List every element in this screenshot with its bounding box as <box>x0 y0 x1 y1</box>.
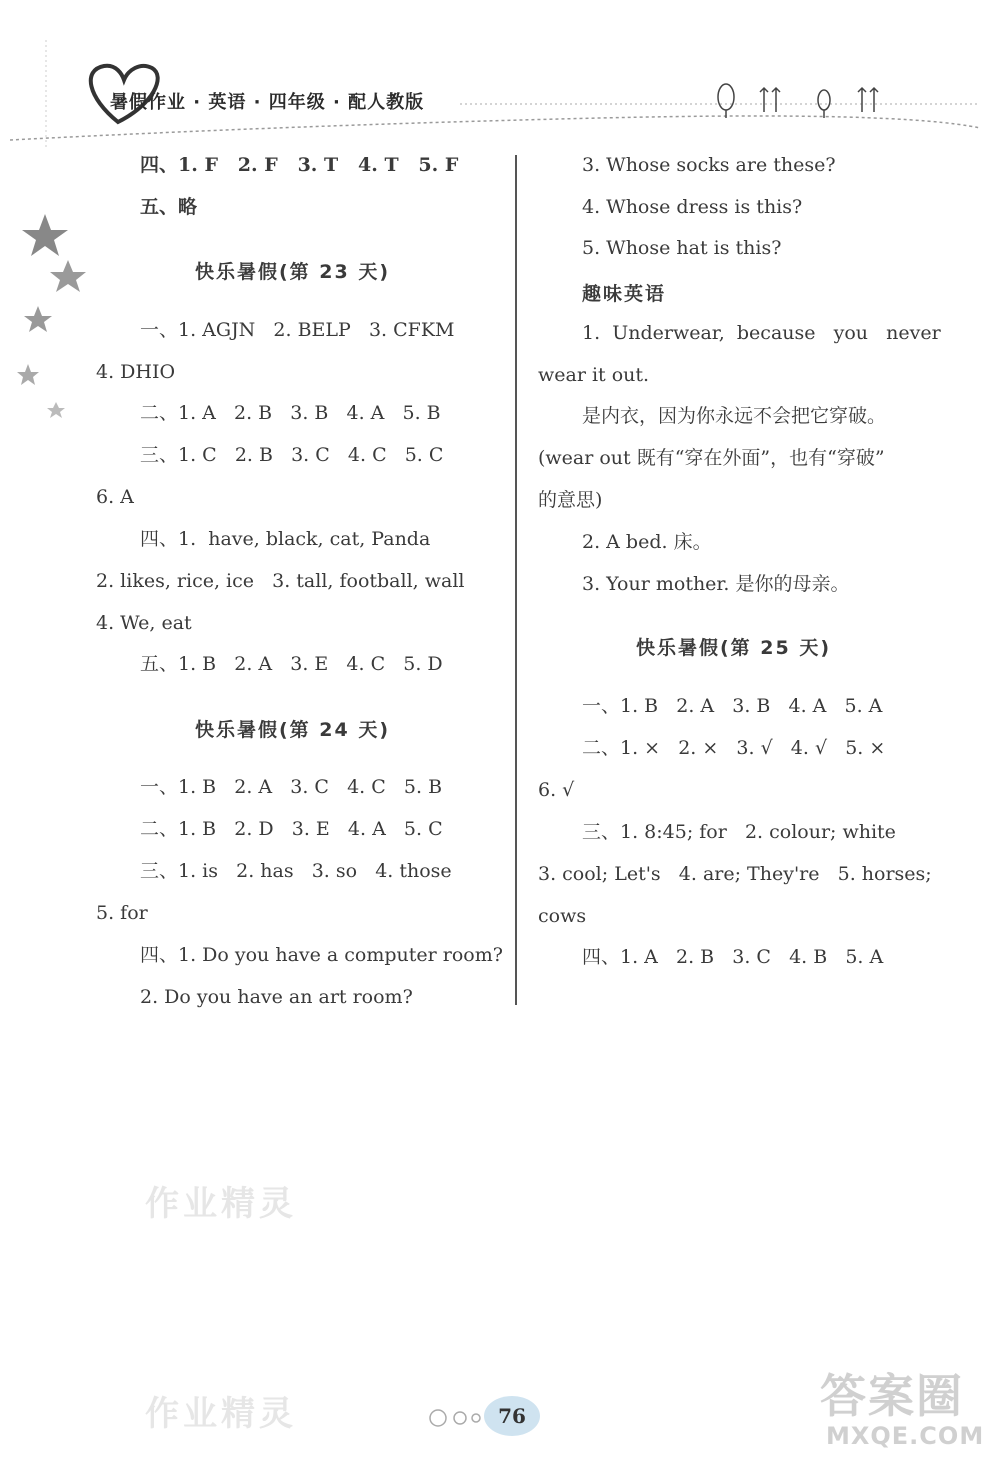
answer-line: 一、1. AGJN 2. BELP 3. CFKM <box>140 319 455 341</box>
answer-line: 是内衣，因为你永远不会把它穿破。 <box>582 405 887 427</box>
logo-text: 答案圈 <box>820 1369 964 1423</box>
answer-line: cows <box>538 905 587 927</box>
answer-line: wear it out. <box>538 364 650 386</box>
column-divider <box>515 155 517 1005</box>
star-icon <box>50 260 86 292</box>
answer-line: 五、略 <box>140 196 198 218</box>
answer-line: 6. A <box>96 486 134 508</box>
stars-decoration <box>0 200 90 640</box>
star-icon <box>47 402 65 418</box>
section-title-fun-english: 趣味英语 <box>582 283 667 305</box>
watermark: 作业精灵 <box>145 1184 297 1224</box>
answer-line: 三、1. C 2. B 3. C 4. C 5. C <box>140 444 444 466</box>
section-title-day23: 快乐暑假(第 23 天) <box>195 261 391 283</box>
answer-line: 2. A bed. 床。 <box>582 531 712 553</box>
answer-line: 一、1. B 2. A 3. C 4. C 5. B <box>140 776 443 798</box>
site-logo <box>820 1360 990 1450</box>
answer-line: 一、1. B 2. A 3. B 4. A 5. A <box>582 695 883 717</box>
answer-line: 4. DHIO <box>96 361 176 383</box>
answer-line: 四、1. have, black, cat, Panda <box>140 528 431 550</box>
answer-line: 四、1. F 2. F 3. T 4. T 5. F <box>140 154 459 176</box>
answer-line: 3. cool; Let's 4. are; They're 5. horses; <box>538 863 932 885</box>
answer-line: 三、1. is 2. has 3. so 4. those <box>140 860 452 882</box>
answer-line: 2. likes, rice, ice 3. tall, football, wall <box>96 570 465 592</box>
page-number: 76 <box>484 1396 540 1436</box>
star-icon <box>22 214 68 256</box>
star-icon <box>17 364 39 385</box>
answer-line: 4. Whose dress is this? <box>582 196 803 218</box>
answer-line: 4. We, eat <box>96 612 192 634</box>
page-header <box>0 0 1000 150</box>
answer-line: 二、1. A 2. B 3. B 4. A 5. B <box>140 402 441 424</box>
answer-line: 四、1. A 2. B 3. C 4. B 5. A <box>582 946 884 968</box>
answer-line: 5. Whose hat is this? <box>582 237 782 259</box>
answer-line: 二、1. × 2. × 3. √ 4. √ 5. × <box>582 737 886 759</box>
footer-dots-icon <box>428 1408 484 1428</box>
answer-line: 1. Underwear, because you never <box>582 322 941 344</box>
answer-line: 2. Do you have an art room? <box>140 986 413 1008</box>
answer-line: 3. Your mother. 是你的母亲。 <box>582 573 850 595</box>
answer-line: 5. for <box>96 902 148 924</box>
answer-line: (wear out 既有“穿在外面”，也有“穿破” <box>538 447 885 469</box>
answer-line: 二、1. B 2. D 3. E 4. A 5. C <box>140 818 443 840</box>
answer-line: 五、1. B 2. A 3. E 4. C 5. D <box>140 653 443 675</box>
answer-line: 3. Whose socks are these? <box>582 154 836 176</box>
star-icon <box>24 306 52 332</box>
header-title: 暑假作业 · 英语 · 四年级 · 配人教版 <box>110 92 425 113</box>
answer-line: 四、1. Do you have a computer room? <box>140 944 503 966</box>
answer-line: 的意思) <box>538 489 603 511</box>
header-ornament <box>0 0 1000 150</box>
answer-line: 6. √ <box>538 779 575 801</box>
section-title-day25: 快乐暑假(第 25 天) <box>636 637 832 659</box>
answer-line: 三、1. 8:45; for 2. colour; white <box>582 821 896 843</box>
logo-url: MXQE.COM <box>826 1422 985 1450</box>
watermark: 作业精灵 <box>145 1394 297 1434</box>
tree-icon <box>718 84 878 118</box>
section-title-day24: 快乐暑假(第 24 天) <box>195 719 391 741</box>
